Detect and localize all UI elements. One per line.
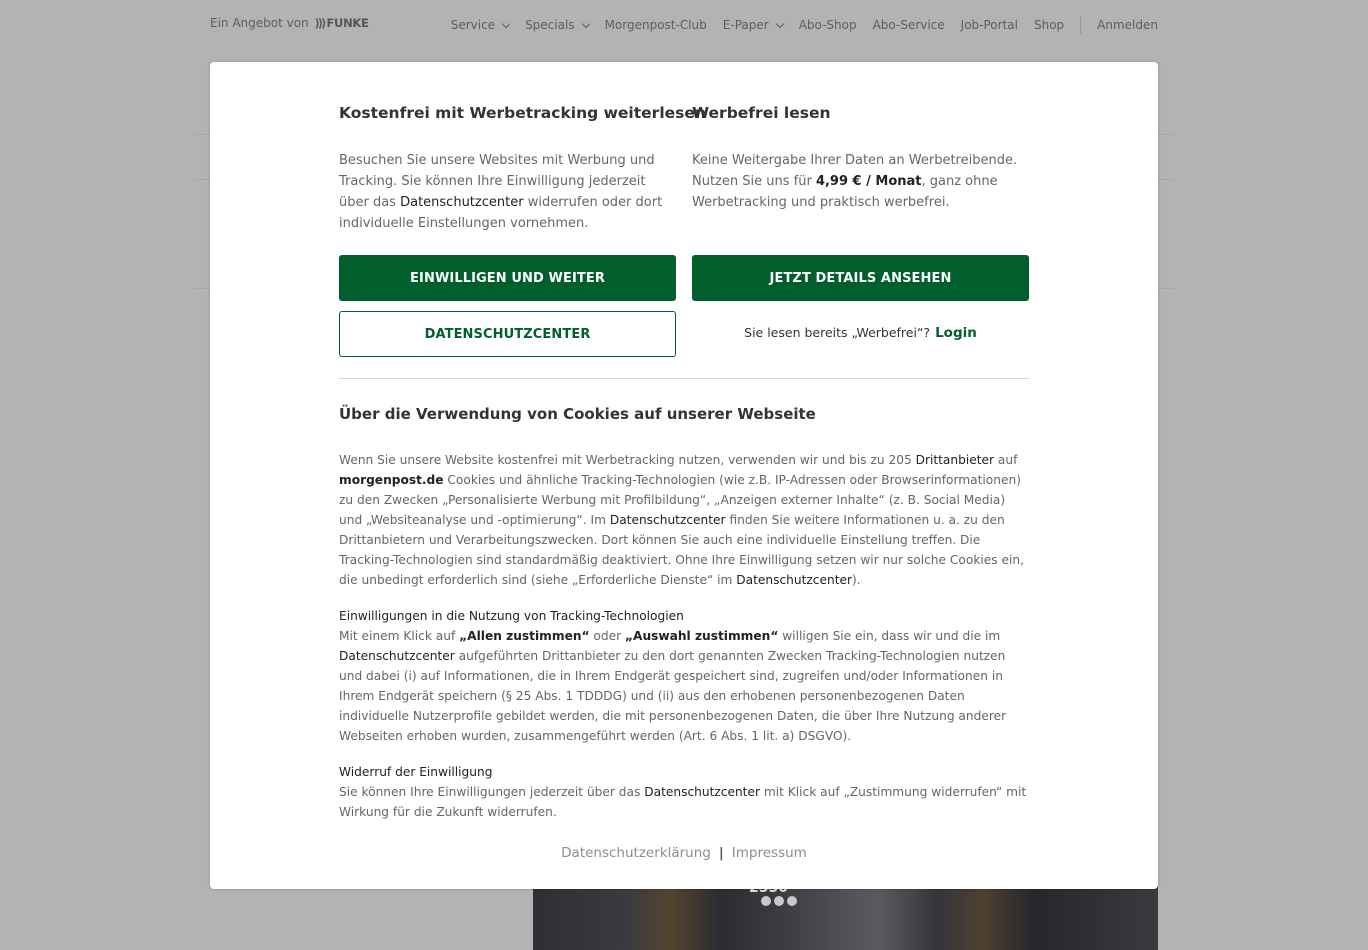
site-name: morgenpost.de	[339, 473, 444, 487]
privacy-center-link[interactable]: Datenschutzcenter	[400, 195, 524, 210]
privacy-center-link[interactable]: Datenschutzcenter	[609, 513, 726, 527]
consent-tracking-paragraph: Einwilligungen in die Nutzung von Tracking-Technologien Mit einem Klick auf „Allen zustimmen“ oder „Auswahl zustimmen“ willigen Sie ein, dass wir und die im Datenschutzcenter aufgeführten Drittanbieter zu den dort genannten Zwecken Tracking-Technologien nutzen und dabei (i) auf Informationen, die in Ihrem Endgerät gespeichert sind, zugreifen und/oder Informationen in Ihrem Endgerät speichern (§ 25 Abs. 1 TDDDG) und (ii) aus den erhobenen personenbezogenen Daten individuelle Nutzerprofile gebildet werden, die mit personenbezogenen Daten, die über Ihre Nutzung anderer Webseiten erhoben wurden, zusammengeführt werden (Art. 6 Abs. 1 lit. a) DSGVO).	[339, 606, 1029, 746]
withdrawal-heading: Widerruf der Einwilligung	[339, 765, 493, 779]
nav-item-specials[interactable]: Specials	[525, 18, 589, 32]
nav-item-morgenpost-club[interactable]: Morgenpost-Club	[604, 18, 707, 32]
cookie-usage-paragraph: Wenn Sie unsere Website kostenfrei mit Werbetracking nutzen, verwenden wir und bis zu 205 Drittanbieter auf morgenpost.de Cookies und ähnliche Tracking-Technologien (wie z.B. IP-Adressen oder Browserinformationen) zu den Zwecken „Personalisierte Werbung mit Profilbildung“, „Anzeigen externer Inhalte“ (z. B. Social Media) und „Websiteanalyse und -optimierung“. Im Datenschutzcenter finden Sie weitere Informationen u. a. zu den Drittanbietern und Verarbeitungszwecken. Dort können Sie auch eine individuelle Einstellung treffen. Die Tracking-Technologien sind standardmäßig deaktiviert. Ohne Ihre Einwilligung setzen wir nur solche Cookies ein, die unbedingt erforderlich sind (siehe „Erforderliche Dienste“ im Datenschutzcenter).	[339, 453, 1024, 587]
accept-and-continue-button[interactable]: EINWILLIGEN UND WEITER	[339, 255, 676, 301]
subscriber-login-link[interactable]: Login	[935, 325, 977, 341]
login-link[interactable]: Anmelden	[1097, 18, 1158, 32]
imprint-link[interactable]: Impressum	[731, 845, 807, 861]
third-party-link[interactable]: Drittanbieter	[915, 453, 995, 467]
consent-tracking-heading: Einwilligungen in die Nutzung von Tracking-Technologien	[339, 609, 684, 623]
offer-text: Ein Angebot von	[210, 16, 309, 30]
ad-free-text: Keine Weitergabe Ihrer Daten an Werbetreibende. Nutzen Sie uns für 4,99 € / Monat, ganz ohne Werbetracking und praktisch werbefrei.	[692, 153, 1018, 210]
jersey-dots	[761, 896, 797, 906]
nav-item-e-paper[interactable]: E-Paper	[723, 18, 783, 32]
privacy-center-link[interactable]: Datenschutzcenter	[644, 785, 760, 799]
cookie-info-title: Über die Verwendung von Cookies auf unserer Webseite	[339, 405, 816, 423]
nav-item-service[interactable]: Service	[451, 18, 509, 32]
chevron-down-icon	[502, 19, 510, 27]
subscriber-login-line: Sie lesen bereits „Werbefrei“? Login	[744, 325, 977, 341]
nav-item-abo-service[interactable]: Abo-Service	[872, 18, 945, 32]
chevron-down-icon	[775, 19, 783, 27]
privacy-center-button[interactable]: DATENSCHUTZCENTER	[339, 311, 676, 357]
view-details-button[interactable]: JETZT DETAILS ANSEHEN	[692, 255, 1029, 301]
privacy-policy-link[interactable]: Datenschutzerklärung	[561, 845, 711, 861]
main-nav	[435, 16, 1158, 34]
privacy-center-link[interactable]: Datenschutzcenter	[736, 573, 853, 587]
funke-offer	[210, 16, 369, 30]
chevron-down-icon	[581, 19, 589, 27]
funke-logo[interactable]: ⟩⟩⟩ FUNKE	[314, 16, 369, 30]
nav-item-abo-shop[interactable]: Abo-Shop	[798, 18, 857, 32]
funke-chevrons-icon: ⟩⟩⟩	[314, 16, 325, 30]
footer-separator: |	[718, 845, 724, 861]
free-option-text: Besuchen Sie unsere Websites mit Werbung und Tracking. Sie können Ihre Einwilligung jederzeit über das Datenschutzcenter widerrufen oder dort individuelle Einstellungen vornehmen.	[339, 153, 663, 231]
consent-dialog	[210, 62, 1158, 889]
consent-footer-links	[339, 845, 1029, 861]
nav-divider	[1080, 16, 1081, 34]
nav-item-shop[interactable]: Shop	[1033, 18, 1065, 32]
section-divider	[339, 378, 1029, 379]
ad-free-title: Werbefrei lesen	[692, 104, 831, 122]
nav-item-job-portal[interactable]: Job-Portal	[960, 18, 1018, 32]
ad-free-price: 4,99 € / Monat	[815, 174, 922, 189]
site-topbar	[0, 0, 1368, 48]
free-option-title: Kostenfrei mit Werbetracking weiterlesen	[339, 104, 706, 122]
privacy-center-link[interactable]: Datenschutzcenter	[339, 649, 455, 663]
withdrawal-paragraph: Widerruf der Einwilligung Sie können Ihre Einwilligungen jederzeit über das Datenschutzcenter mit Klick auf „Zustimmung widerrufen“ mit Wirkung für die Zukunft widerrufen.	[339, 762, 1029, 822]
article-image	[533, 880, 1158, 950]
